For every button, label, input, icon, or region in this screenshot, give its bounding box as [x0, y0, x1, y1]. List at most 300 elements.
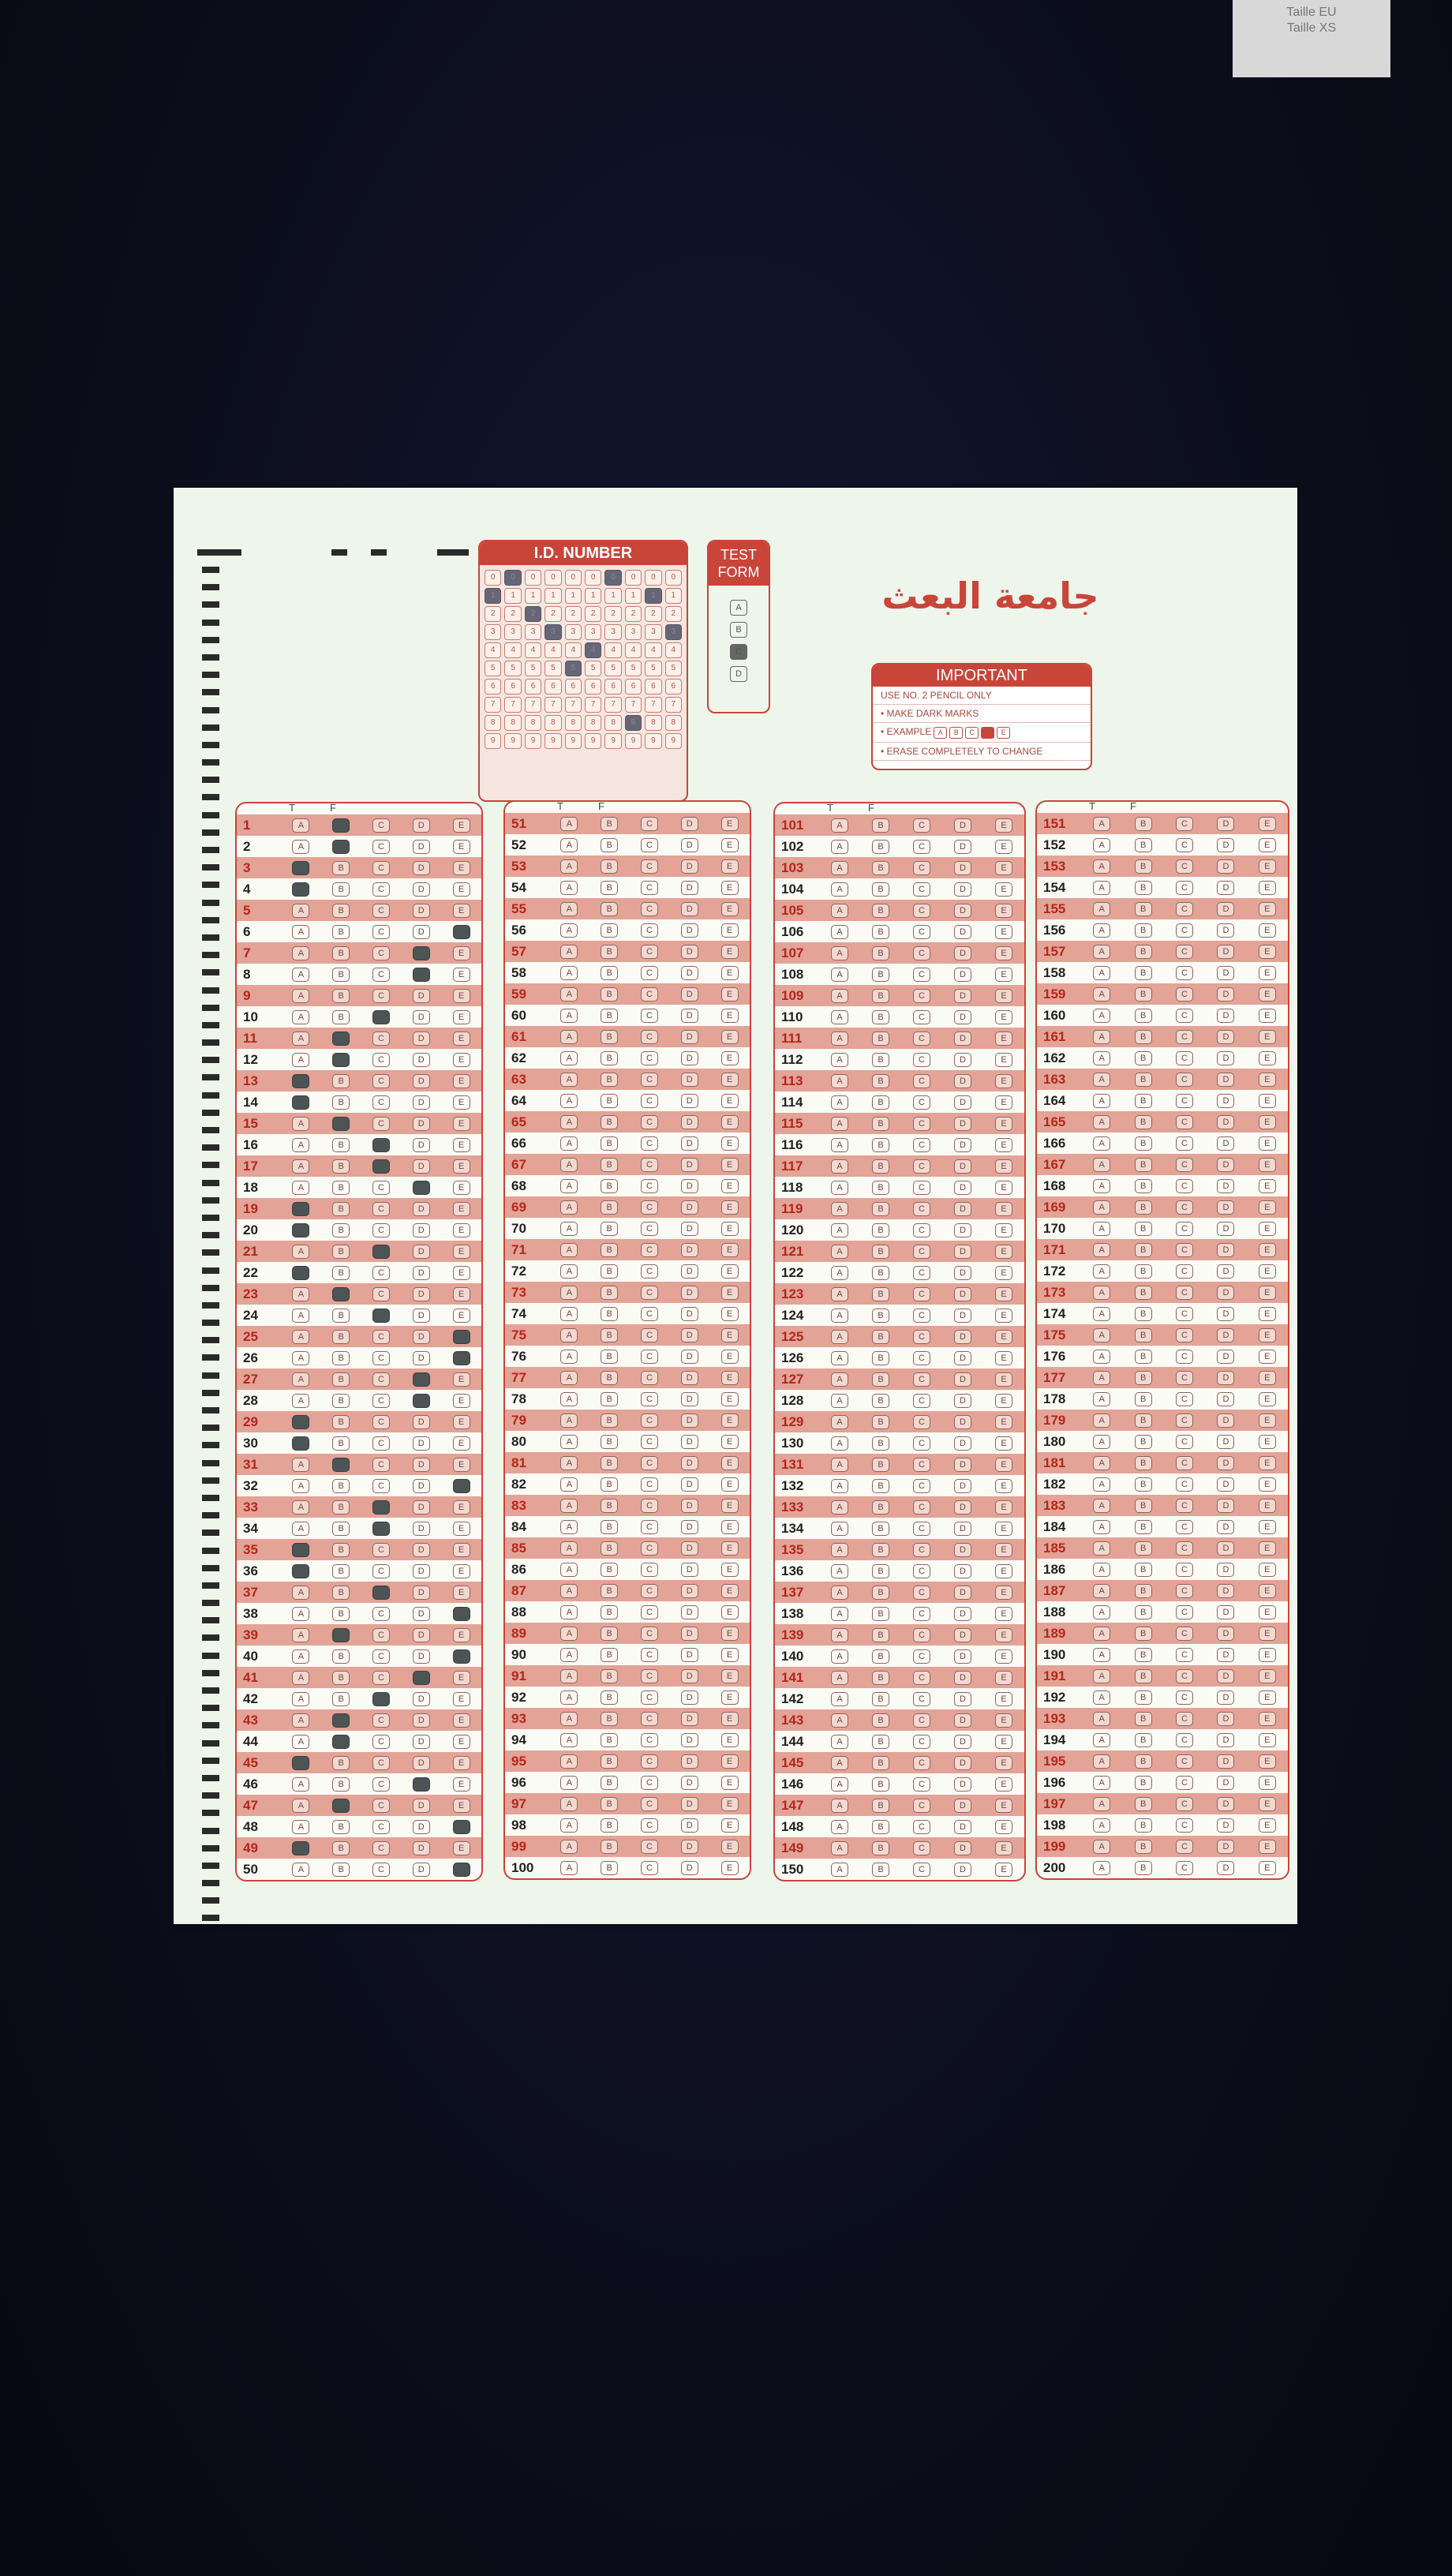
answer-bubble[interactable]: A — [560, 1200, 578, 1215]
answer-bubble[interactable]: A — [292, 1138, 309, 1152]
answer-bubble[interactable]: A — [292, 1735, 309, 1749]
answer-bubble[interactable]: D — [954, 1117, 971, 1131]
answer-bubble[interactable]: D — [1217, 1286, 1234, 1300]
answer-bubble[interactable]: B — [601, 1477, 618, 1492]
answer-bubble[interactable]: C — [1176, 1094, 1193, 1108]
answer-bubble[interactable]: E — [721, 1073, 739, 1087]
answer-bubble[interactable]: E — [453, 968, 470, 982]
answer-bubble[interactable]: D — [681, 1840, 698, 1854]
answer-bubble[interactable]: B — [332, 1522, 350, 1536]
id-digit-bubble[interactable]: 2 — [604, 606, 621, 622]
answer-bubble[interactable]: E — [995, 1479, 1012, 1493]
answer-bubble[interactable]: B — [1135, 1733, 1152, 1747]
answer-bubble[interactable]: A — [1093, 1669, 1110, 1683]
answer-bubble[interactable]: A — [292, 1607, 309, 1621]
id-digit-bubble[interactable]: 1 — [485, 588, 501, 604]
test-form-bubble[interactable]: A — [730, 600, 747, 616]
answer-bubble[interactable]: A — [1093, 1158, 1110, 1172]
answer-bubble[interactable]: E — [995, 1415, 1012, 1429]
answer-bubble[interactable]: E — [1259, 1264, 1276, 1279]
answer-bubble[interactable]: D — [681, 1286, 698, 1300]
answer-bubble[interactable]: B — [1135, 838, 1152, 852]
answer-bubble[interactable]: B — [332, 1586, 350, 1600]
answer-bubble[interactable]: A — [292, 1671, 309, 1685]
answer-bubble[interactable]: C — [913, 925, 930, 939]
answer-bubble[interactable]: E — [1259, 1073, 1276, 1087]
answer-bubble[interactable]: A — [292, 1500, 309, 1515]
answer-bubble[interactable]: B — [332, 1117, 350, 1131]
answer-bubble[interactable]: A — [560, 987, 578, 1002]
answer-bubble[interactable]: B — [332, 861, 350, 875]
answer-bubble[interactable]: B — [1135, 1413, 1152, 1428]
answer-bubble[interactable]: A — [560, 1179, 578, 1193]
id-digit-bubble[interactable]: 7 — [665, 697, 682, 713]
answer-bubble[interactable]: D — [413, 1010, 430, 1024]
id-digit-bubble[interactable]: 8 — [525, 715, 541, 731]
answer-bubble[interactable]: E — [453, 1266, 470, 1280]
answer-bubble[interactable]: A — [831, 1074, 848, 1088]
answer-bubble[interactable]: C — [372, 1756, 390, 1770]
answer-bubble[interactable]: D — [413, 925, 430, 939]
id-digit-bubble[interactable]: 1 — [604, 588, 621, 604]
id-digit-bubble[interactable]: 9 — [625, 733, 642, 749]
answer-bubble[interactable]: A — [1093, 1030, 1110, 1044]
answer-bubble[interactable]: C — [641, 1605, 658, 1619]
answer-bubble[interactable]: C — [913, 1287, 930, 1301]
answer-bubble[interactable]: D — [1217, 1477, 1234, 1492]
answer-bubble[interactable]: C — [641, 1350, 658, 1364]
answer-bubble[interactable]: D — [954, 1202, 971, 1216]
answer-bubble[interactable]: D — [413, 818, 430, 833]
answer-bubble[interactable]: D — [1217, 1776, 1234, 1790]
answer-bubble[interactable]: D — [1217, 1307, 1234, 1321]
answer-bubble[interactable]: D — [1217, 1563, 1234, 1577]
answer-bubble[interactable]: A — [831, 1799, 848, 1813]
answer-bubble[interactable]: D — [954, 1671, 971, 1685]
answer-bubble[interactable]: A — [560, 1264, 578, 1279]
answer-bubble[interactable]: C — [372, 1543, 390, 1557]
answer-bubble[interactable]: D — [413, 1053, 430, 1067]
answer-bubble[interactable]: E — [721, 1009, 739, 1023]
answer-bubble[interactable]: D — [954, 1799, 971, 1813]
answer-bubble[interactable]: A — [831, 1223, 848, 1237]
answer-bubble[interactable]: A — [560, 881, 578, 895]
answer-bubble[interactable]: D — [413, 1735, 430, 1749]
answer-bubble[interactable]: B — [872, 1649, 889, 1664]
answer-bubble[interactable]: D — [681, 1030, 698, 1044]
answer-bubble[interactable]: E — [1259, 1200, 1276, 1215]
answer-bubble[interactable]: C — [372, 840, 390, 854]
answer-bubble[interactable]: D — [681, 1669, 698, 1683]
answer-bubble[interactable]: B — [601, 1733, 618, 1747]
answer-bubble[interactable]: C — [372, 818, 390, 833]
answer-bubble[interactable]: C — [913, 1649, 930, 1664]
answer-bubble[interactable]: D — [681, 945, 698, 959]
id-digit-bubble[interactable]: 8 — [585, 715, 601, 731]
answer-bubble[interactable]: E — [453, 1713, 470, 1728]
answer-bubble[interactable]: C — [1176, 859, 1193, 874]
answer-bubble[interactable]: B — [1135, 1371, 1152, 1385]
answer-bubble[interactable]: A — [560, 1584, 578, 1598]
answer-bubble[interactable]: E — [721, 987, 739, 1002]
answer-bubble[interactable]: B — [1135, 966, 1152, 980]
answer-bubble[interactable]: D — [954, 1372, 971, 1387]
answer-bubble[interactable]: C — [913, 1713, 930, 1728]
answer-bubble[interactable]: D — [954, 1735, 971, 1749]
id-digit-bubble[interactable]: 4 — [585, 642, 601, 658]
answer-bubble[interactable]: E — [1259, 1051, 1276, 1065]
answer-bubble[interactable]: D — [1217, 1733, 1234, 1747]
answer-bubble[interactable]: D — [954, 1756, 971, 1770]
answer-bubble[interactable]: C — [1176, 987, 1193, 1002]
answer-bubble[interactable]: B — [601, 1413, 618, 1428]
answer-bubble[interactable]: A — [560, 1371, 578, 1385]
answer-bubble[interactable]: D — [413, 1095, 430, 1110]
answer-bubble[interactable]: B — [1135, 1627, 1152, 1641]
id-digit-bubble[interactable]: 1 — [504, 588, 521, 604]
answer-bubble[interactable]: D — [413, 1117, 430, 1131]
answer-bubble[interactable]: C — [372, 1287, 390, 1301]
answer-bubble[interactable]: A — [831, 1053, 848, 1067]
answer-bubble[interactable]: E — [995, 1372, 1012, 1387]
answer-bubble[interactable]: A — [560, 1797, 578, 1811]
answer-bubble[interactable]: A — [292, 1074, 309, 1088]
answer-bubble[interactable]: B — [1135, 1094, 1152, 1108]
answer-bubble[interactable]: A — [831, 1351, 848, 1365]
answer-bubble[interactable]: D — [413, 1713, 430, 1728]
answer-bubble[interactable]: A — [292, 861, 309, 875]
answer-bubble[interactable]: A — [560, 923, 578, 938]
answer-bubble[interactable]: A — [560, 1541, 578, 1556]
answer-bubble[interactable]: C — [1176, 1627, 1193, 1641]
answer-bubble[interactable]: B — [332, 1095, 350, 1110]
answer-bubble[interactable]: A — [1093, 817, 1110, 831]
answer-bubble[interactable]: D — [681, 1733, 698, 1747]
answer-bubble[interactable]: B — [601, 1861, 618, 1875]
answer-bubble[interactable]: B — [872, 1032, 889, 1046]
answer-bubble[interactable]: A — [560, 1776, 578, 1790]
answer-bubble[interactable]: E — [721, 1307, 739, 1321]
answer-bubble[interactable]: E — [1259, 1413, 1276, 1428]
id-digit-bubble[interactable]: 1 — [525, 588, 541, 604]
id-digit-bubble[interactable]: 9 — [485, 733, 501, 749]
answer-bubble[interactable]: B — [1135, 1648, 1152, 1662]
answer-bubble[interactable]: C — [641, 1413, 658, 1428]
answer-bubble[interactable]: D — [954, 840, 971, 854]
answer-bubble[interactable]: D — [681, 1136, 698, 1151]
answer-bubble[interactable]: C — [913, 946, 930, 960]
answer-bubble[interactable]: A — [560, 945, 578, 959]
answer-bubble[interactable]: A — [292, 1181, 309, 1195]
answer-bubble[interactable]: C — [1176, 1584, 1193, 1598]
answer-bubble[interactable]: E — [1259, 1286, 1276, 1300]
answer-bubble[interactable]: E — [995, 1735, 1012, 1749]
answer-bubble[interactable]: A — [560, 1840, 578, 1854]
answer-bubble[interactable]: E — [721, 1712, 739, 1726]
answer-bubble[interactable]: D — [954, 1863, 971, 1877]
answer-bubble[interactable]: C — [1176, 1477, 1193, 1492]
answer-bubble[interactable]: E — [453, 925, 470, 939]
answer-bubble[interactable]: B — [1135, 1605, 1152, 1619]
answer-bubble[interactable]: E — [995, 1245, 1012, 1259]
answer-bubble[interactable]: B — [1135, 881, 1152, 895]
answer-bubble[interactable]: E — [995, 1820, 1012, 1834]
answer-bubble[interactable]: E — [1259, 859, 1276, 874]
answer-bubble[interactable]: E — [995, 1287, 1012, 1301]
answer-bubble[interactable]: B — [332, 1245, 350, 1259]
answer-bubble[interactable]: D — [681, 1009, 698, 1023]
answer-bubble[interactable]: D — [681, 902, 698, 916]
answer-bubble[interactable]: A — [1093, 1136, 1110, 1151]
answer-bubble[interactable]: E — [453, 840, 470, 854]
answer-bubble[interactable]: D — [1217, 1712, 1234, 1726]
answer-bubble[interactable]: A — [292, 1095, 309, 1110]
answer-bubble[interactable]: A — [1093, 1563, 1110, 1577]
answer-bubble[interactable]: B — [1135, 817, 1152, 831]
answer-bubble[interactable]: E — [721, 1648, 739, 1662]
answer-bubble[interactable]: D — [954, 989, 971, 1003]
answer-bubble[interactable]: B — [601, 1200, 618, 1215]
answer-bubble[interactable]: E — [453, 1671, 470, 1685]
answer-bubble[interactable]: E — [1259, 1712, 1276, 1726]
answer-bubble[interactable]: C — [641, 817, 658, 831]
id-digit-bubble[interactable]: 8 — [565, 715, 582, 731]
answer-bubble[interactable]: B — [872, 1223, 889, 1237]
answer-bubble[interactable]: C — [1176, 1286, 1193, 1300]
id-digit-bubble[interactable]: 5 — [525, 661, 541, 676]
answer-bubble[interactable]: E — [995, 989, 1012, 1003]
answer-bubble[interactable]: A — [560, 1158, 578, 1172]
answer-bubble[interactable]: D — [681, 1051, 698, 1065]
answer-bubble[interactable]: D — [1217, 1115, 1234, 1129]
test-form-bubble[interactable]: B — [730, 622, 747, 638]
answer-bubble[interactable]: C — [913, 818, 930, 833]
answer-bubble[interactable]: C — [641, 1840, 658, 1854]
answer-bubble[interactable]: C — [1176, 1520, 1193, 1534]
answer-bubble[interactable]: B — [1135, 1264, 1152, 1279]
id-digit-bubble[interactable]: 1 — [665, 588, 682, 604]
answer-bubble[interactable]: C — [913, 1820, 930, 1834]
answer-bubble[interactable]: E — [453, 1287, 470, 1301]
answer-bubble[interactable]: C — [1176, 1200, 1193, 1215]
answer-bubble[interactable]: C — [372, 1522, 390, 1536]
answer-bubble[interactable]: E — [453, 1564, 470, 1578]
answer-bubble[interactable]: E — [1259, 945, 1276, 959]
answer-bubble[interactable]: C — [372, 1415, 390, 1429]
answer-bubble[interactable]: D — [413, 1649, 430, 1664]
answer-bubble[interactable]: E — [453, 1245, 470, 1259]
answer-bubble[interactable]: B — [1135, 1499, 1152, 1513]
answer-bubble[interactable]: B — [601, 838, 618, 852]
answer-bubble[interactable]: D — [1217, 1690, 1234, 1705]
answer-bubble[interactable]: D — [954, 1223, 971, 1237]
answer-bubble[interactable]: A — [831, 1330, 848, 1344]
answer-bubble[interactable]: B — [332, 1415, 350, 1429]
answer-bubble[interactable]: B — [332, 1607, 350, 1621]
id-digit-bubble[interactable]: 3 — [585, 624, 601, 640]
answer-bubble[interactable]: D — [1217, 1009, 1234, 1023]
answer-bubble[interactable]: C — [1176, 966, 1193, 980]
answer-bubble[interactable]: D — [1217, 1584, 1234, 1598]
answer-bubble[interactable]: E — [453, 1777, 470, 1792]
answer-bubble[interactable]: E — [995, 1628, 1012, 1642]
answer-bubble[interactable]: B — [1135, 923, 1152, 938]
answer-bubble[interactable]: A — [831, 1756, 848, 1770]
answer-bubble[interactable]: E — [721, 1563, 739, 1577]
answer-bubble[interactable]: E — [1259, 1776, 1276, 1790]
answer-bubble[interactable]: D — [954, 1436, 971, 1451]
id-digit-bubble[interactable]: 8 — [485, 715, 501, 731]
answer-bubble[interactable]: A — [831, 1522, 848, 1536]
answer-bubble[interactable]: C — [372, 1586, 390, 1600]
id-digit-bubble[interactable]: 8 — [544, 715, 561, 731]
answer-bubble[interactable]: A — [831, 968, 848, 982]
answer-bubble[interactable]: E — [995, 1777, 1012, 1792]
answer-bubble[interactable]: C — [913, 1863, 930, 1877]
answer-bubble[interactable]: A — [831, 1649, 848, 1664]
answer-bubble[interactable]: E — [721, 945, 739, 959]
answer-bubble[interactable]: C — [913, 1628, 930, 1642]
answer-bubble[interactable]: E — [1259, 1307, 1276, 1321]
answer-bubble[interactable]: A — [831, 1181, 848, 1195]
answer-bubble[interactable]: E — [1259, 1840, 1276, 1854]
answer-bubble[interactable]: E — [995, 1607, 1012, 1621]
answer-bubble[interactable]: D — [681, 1712, 698, 1726]
answer-bubble[interactable]: D — [1217, 1243, 1234, 1257]
answer-bubble[interactable]: C — [1176, 1115, 1193, 1129]
answer-bubble[interactable]: B — [601, 859, 618, 874]
answer-bubble[interactable]: B — [601, 945, 618, 959]
answer-bubble[interactable]: C — [372, 1479, 390, 1493]
answer-bubble[interactable]: A — [560, 859, 578, 874]
answer-bubble[interactable]: C — [913, 1799, 930, 1813]
answer-bubble[interactable]: A — [1093, 838, 1110, 852]
id-digit-bubble[interactable]: 9 — [504, 733, 521, 749]
answer-bubble[interactable]: A — [292, 1586, 309, 1600]
id-digit-bubble[interactable]: 9 — [604, 733, 621, 749]
answer-bubble[interactable]: D — [413, 968, 430, 982]
answer-bubble[interactable]: B — [1135, 1520, 1152, 1534]
answer-bubble[interactable]: A — [1093, 1520, 1110, 1534]
id-digit-bubble[interactable]: 6 — [665, 679, 682, 695]
answer-bubble[interactable]: C — [641, 859, 658, 874]
answer-bubble[interactable]: C — [372, 1863, 390, 1877]
answer-bubble[interactable]: B — [601, 1158, 618, 1172]
answer-bubble[interactable]: B — [1135, 945, 1152, 959]
answer-bubble[interactable]: A — [560, 1754, 578, 1769]
answer-bubble[interactable]: E — [1259, 1222, 1276, 1236]
answer-bubble[interactable]: D — [681, 1264, 698, 1279]
answer-bubble[interactable]: B — [1135, 1392, 1152, 1406]
answer-bubble[interactable]: B — [601, 1541, 618, 1556]
id-digit-bubble[interactable]: 7 — [525, 697, 541, 713]
id-digit-bubble[interactable]: 5 — [665, 661, 682, 676]
answer-bubble[interactable]: D — [954, 1713, 971, 1728]
answer-bubble[interactable]: C — [913, 1330, 930, 1344]
answer-bubble[interactable]: D — [681, 1350, 698, 1364]
answer-bubble[interactable]: E — [995, 1053, 1012, 1067]
answer-bubble[interactable]: B — [332, 1138, 350, 1152]
id-digit-bubble[interactable]: 0 — [585, 570, 601, 586]
answer-bubble[interactable]: B — [872, 1756, 889, 1770]
answer-bubble[interactable]: E — [995, 1266, 1012, 1280]
answer-bubble[interactable]: A — [560, 1520, 578, 1534]
answer-bubble[interactable]: A — [292, 1436, 309, 1451]
answer-bubble[interactable]: E — [721, 1840, 739, 1854]
answer-bubble[interactable]: D — [954, 1841, 971, 1855]
answer-bubble[interactable]: B — [332, 1436, 350, 1451]
answer-bubble[interactable]: C — [372, 1394, 390, 1408]
answer-bubble[interactable]: A — [292, 1522, 309, 1536]
answer-bubble[interactable]: A — [1093, 1094, 1110, 1108]
answer-bubble[interactable]: A — [560, 1818, 578, 1833]
answer-bubble[interactable]: A — [831, 1436, 848, 1451]
answer-bubble[interactable]: C — [1176, 1690, 1193, 1705]
answer-bubble[interactable]: B — [872, 1415, 889, 1429]
id-digit-bubble[interactable]: 4 — [525, 642, 541, 658]
answer-bubble[interactable]: D — [1217, 1754, 1234, 1769]
answer-bubble[interactable]: C — [913, 904, 930, 918]
answer-bubble[interactable]: C — [641, 1115, 658, 1129]
answer-bubble[interactable]: D — [413, 861, 430, 875]
answer-bubble[interactable]: B — [1135, 859, 1152, 874]
id-digit-bubble[interactable]: 1 — [625, 588, 642, 604]
id-digit-bubble[interactable]: 2 — [525, 606, 541, 622]
id-digit-bubble[interactable]: 0 — [625, 570, 642, 586]
answer-bubble[interactable]: C — [641, 1307, 658, 1321]
answer-bubble[interactable]: D — [954, 1522, 971, 1536]
id-digit-bubble[interactable]: 0 — [565, 570, 582, 586]
answer-bubble[interactable]: D — [954, 1330, 971, 1344]
answer-bubble[interactable]: E — [721, 1520, 739, 1534]
id-digit-bubble[interactable]: 6 — [625, 679, 642, 695]
answer-bubble[interactable]: D — [413, 1692, 430, 1706]
answer-bubble[interactable]: E — [995, 1138, 1012, 1152]
answer-bubble[interactable]: E — [1259, 1158, 1276, 1172]
answer-bubble[interactable]: D — [681, 1797, 698, 1811]
answer-bubble[interactable]: A — [560, 1350, 578, 1364]
answer-bubble[interactable]: B — [1135, 1669, 1152, 1683]
answer-bubble[interactable]: A — [560, 838, 578, 852]
answer-bubble[interactable]: C — [641, 1690, 658, 1705]
answer-bubble[interactable]: E — [721, 1179, 739, 1193]
answer-bubble[interactable]: E — [1259, 1136, 1276, 1151]
answer-bubble[interactable]: C — [1176, 1030, 1193, 1044]
answer-bubble[interactable]: C — [641, 1563, 658, 1577]
answer-bubble[interactable]: B — [872, 1053, 889, 1067]
answer-bubble[interactable]: B — [872, 1543, 889, 1557]
answer-bubble[interactable]: D — [954, 1245, 971, 1259]
answer-bubble[interactable]: B — [1135, 1179, 1152, 1193]
answer-bubble[interactable]: C — [1176, 1840, 1193, 1854]
answer-bubble[interactable]: E — [453, 1415, 470, 1429]
answer-bubble[interactable]: C — [1176, 1754, 1193, 1769]
answer-bubble[interactable]: E — [995, 1032, 1012, 1046]
answer-bubble[interactable]: B — [601, 1051, 618, 1065]
answer-bubble[interactable]: B — [872, 1181, 889, 1195]
answer-bubble[interactable]: D — [413, 1415, 430, 1429]
answer-bubble[interactable]: B — [332, 1820, 350, 1834]
answer-bubble[interactable]: A — [831, 1628, 848, 1642]
answer-bubble[interactable]: A — [292, 1543, 309, 1557]
answer-bubble[interactable]: D — [954, 1181, 971, 1195]
id-digit-bubble[interactable]: 7 — [504, 697, 521, 713]
answer-bubble[interactable]: D — [413, 1309, 430, 1323]
answer-bubble[interactable]: C — [641, 1392, 658, 1406]
answer-bubble[interactable]: A — [560, 1392, 578, 1406]
answer-bubble[interactable]: B — [332, 1735, 350, 1749]
answer-bubble[interactable]: C — [913, 1586, 930, 1600]
